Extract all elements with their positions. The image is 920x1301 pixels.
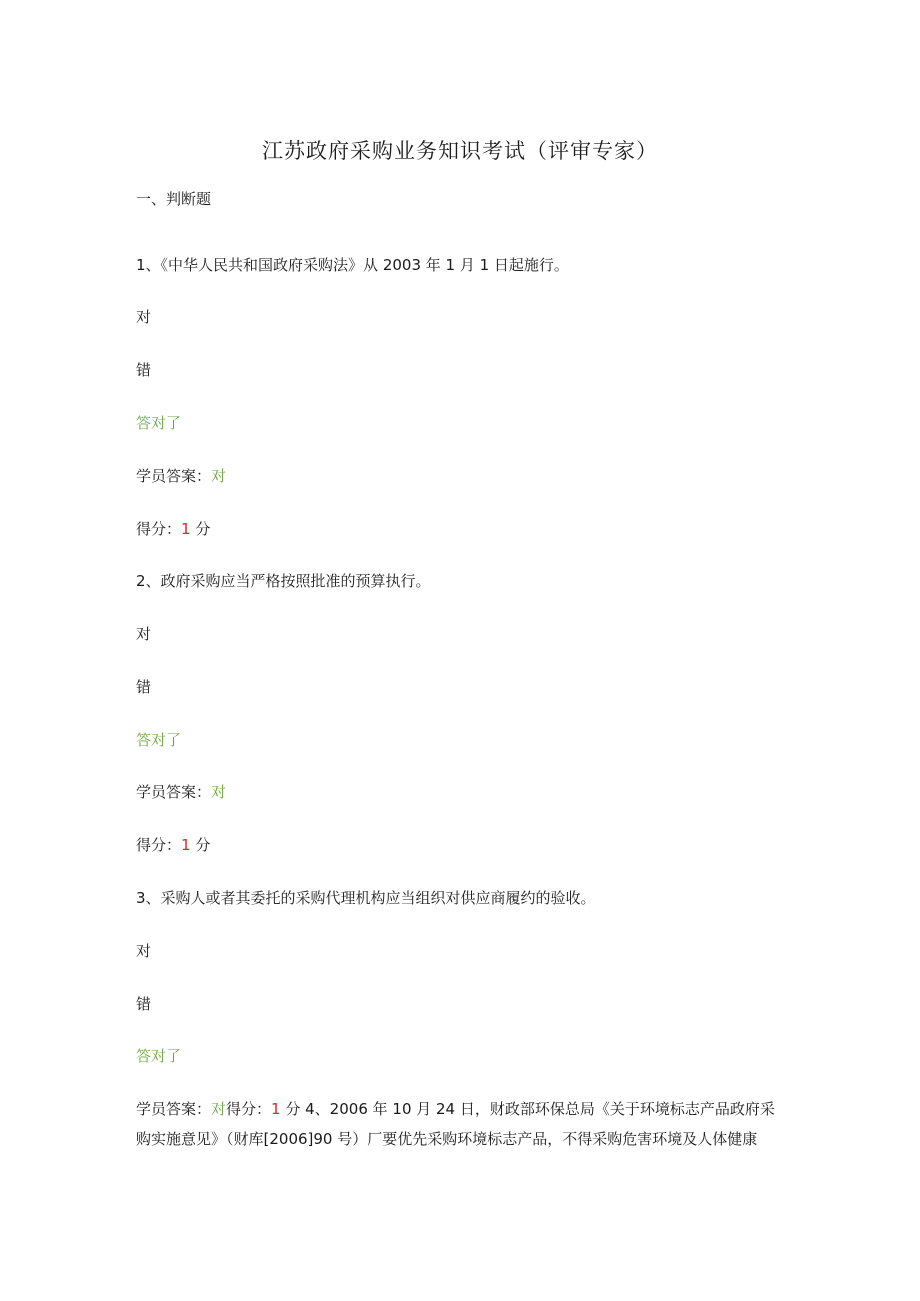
question-3-answer-and-question-4 (136, 1094, 786, 1154)
question-1-score (136, 518, 786, 540)
score-label: 得分： (226, 1100, 272, 1118)
question-3-stem: 3、采购人或者其委托的采购代理机构应当组织对供应商履约的验收。 (136, 889, 596, 907)
question-2-score (136, 834, 786, 856)
question-1-stem: 1、《中华人民共和国政府采购法》从 2003 年 1 月 1 日起施行。 (136, 256, 569, 274)
answer-value: 对 (211, 467, 227, 485)
question-4-stem-part-2: 购实施意见》（财库[2006]90 号）厂要优先采购环境标志产品，不得采购危害环境及人体健康 (136, 1130, 758, 1148)
question-2-student-answer (136, 781, 786, 803)
score-unit: 分 (190, 836, 211, 854)
answer-label: 学员答案： (136, 467, 212, 485)
score-unit: 分 (190, 520, 211, 538)
score-unit: 分 (280, 1100, 306, 1118)
question-1-option-true: 对 (136, 308, 152, 326)
answer-value: 对 (211, 783, 227, 801)
question-3-result: 答对了 (136, 1047, 182, 1065)
question-3-option-true: 对 (136, 942, 152, 960)
question-1-option-false: 错 (136, 361, 152, 379)
score-value: 1 (271, 1100, 281, 1118)
section-heading: 一、判断题 (136, 190, 212, 208)
score-label: 得分： (136, 836, 182, 854)
paragraph-line-1 (136, 1094, 786, 1124)
question-2-option-false: 错 (136, 678, 152, 696)
question-1-student-answer (136, 465, 786, 487)
score-label: 得分： (136, 520, 182, 538)
question-4-stem-part-1: 4、2006 年 10 月 24 日，财政部环保总局《关于环境标志产品政府采 (305, 1100, 775, 1118)
score-value: 1 (181, 836, 191, 854)
question-2-result: 答对了 (136, 731, 182, 749)
question-1-result: 答对了 (136, 414, 182, 432)
page-title: 江苏政府采购业务知识考试（评审专家） (262, 139, 658, 163)
answer-label: 学员答案： (136, 1100, 212, 1118)
answer-label: 学员答案： (136, 783, 212, 801)
question-2-stem: 2、政府采购应当严格按照批准的预算执行。 (136, 572, 431, 590)
question-3-option-false: 错 (136, 995, 152, 1013)
score-value: 1 (181, 520, 191, 538)
question-2-option-true: 对 (136, 625, 152, 643)
answer-value: 对 (211, 1100, 227, 1118)
paragraph-line-2 (136, 1124, 786, 1154)
